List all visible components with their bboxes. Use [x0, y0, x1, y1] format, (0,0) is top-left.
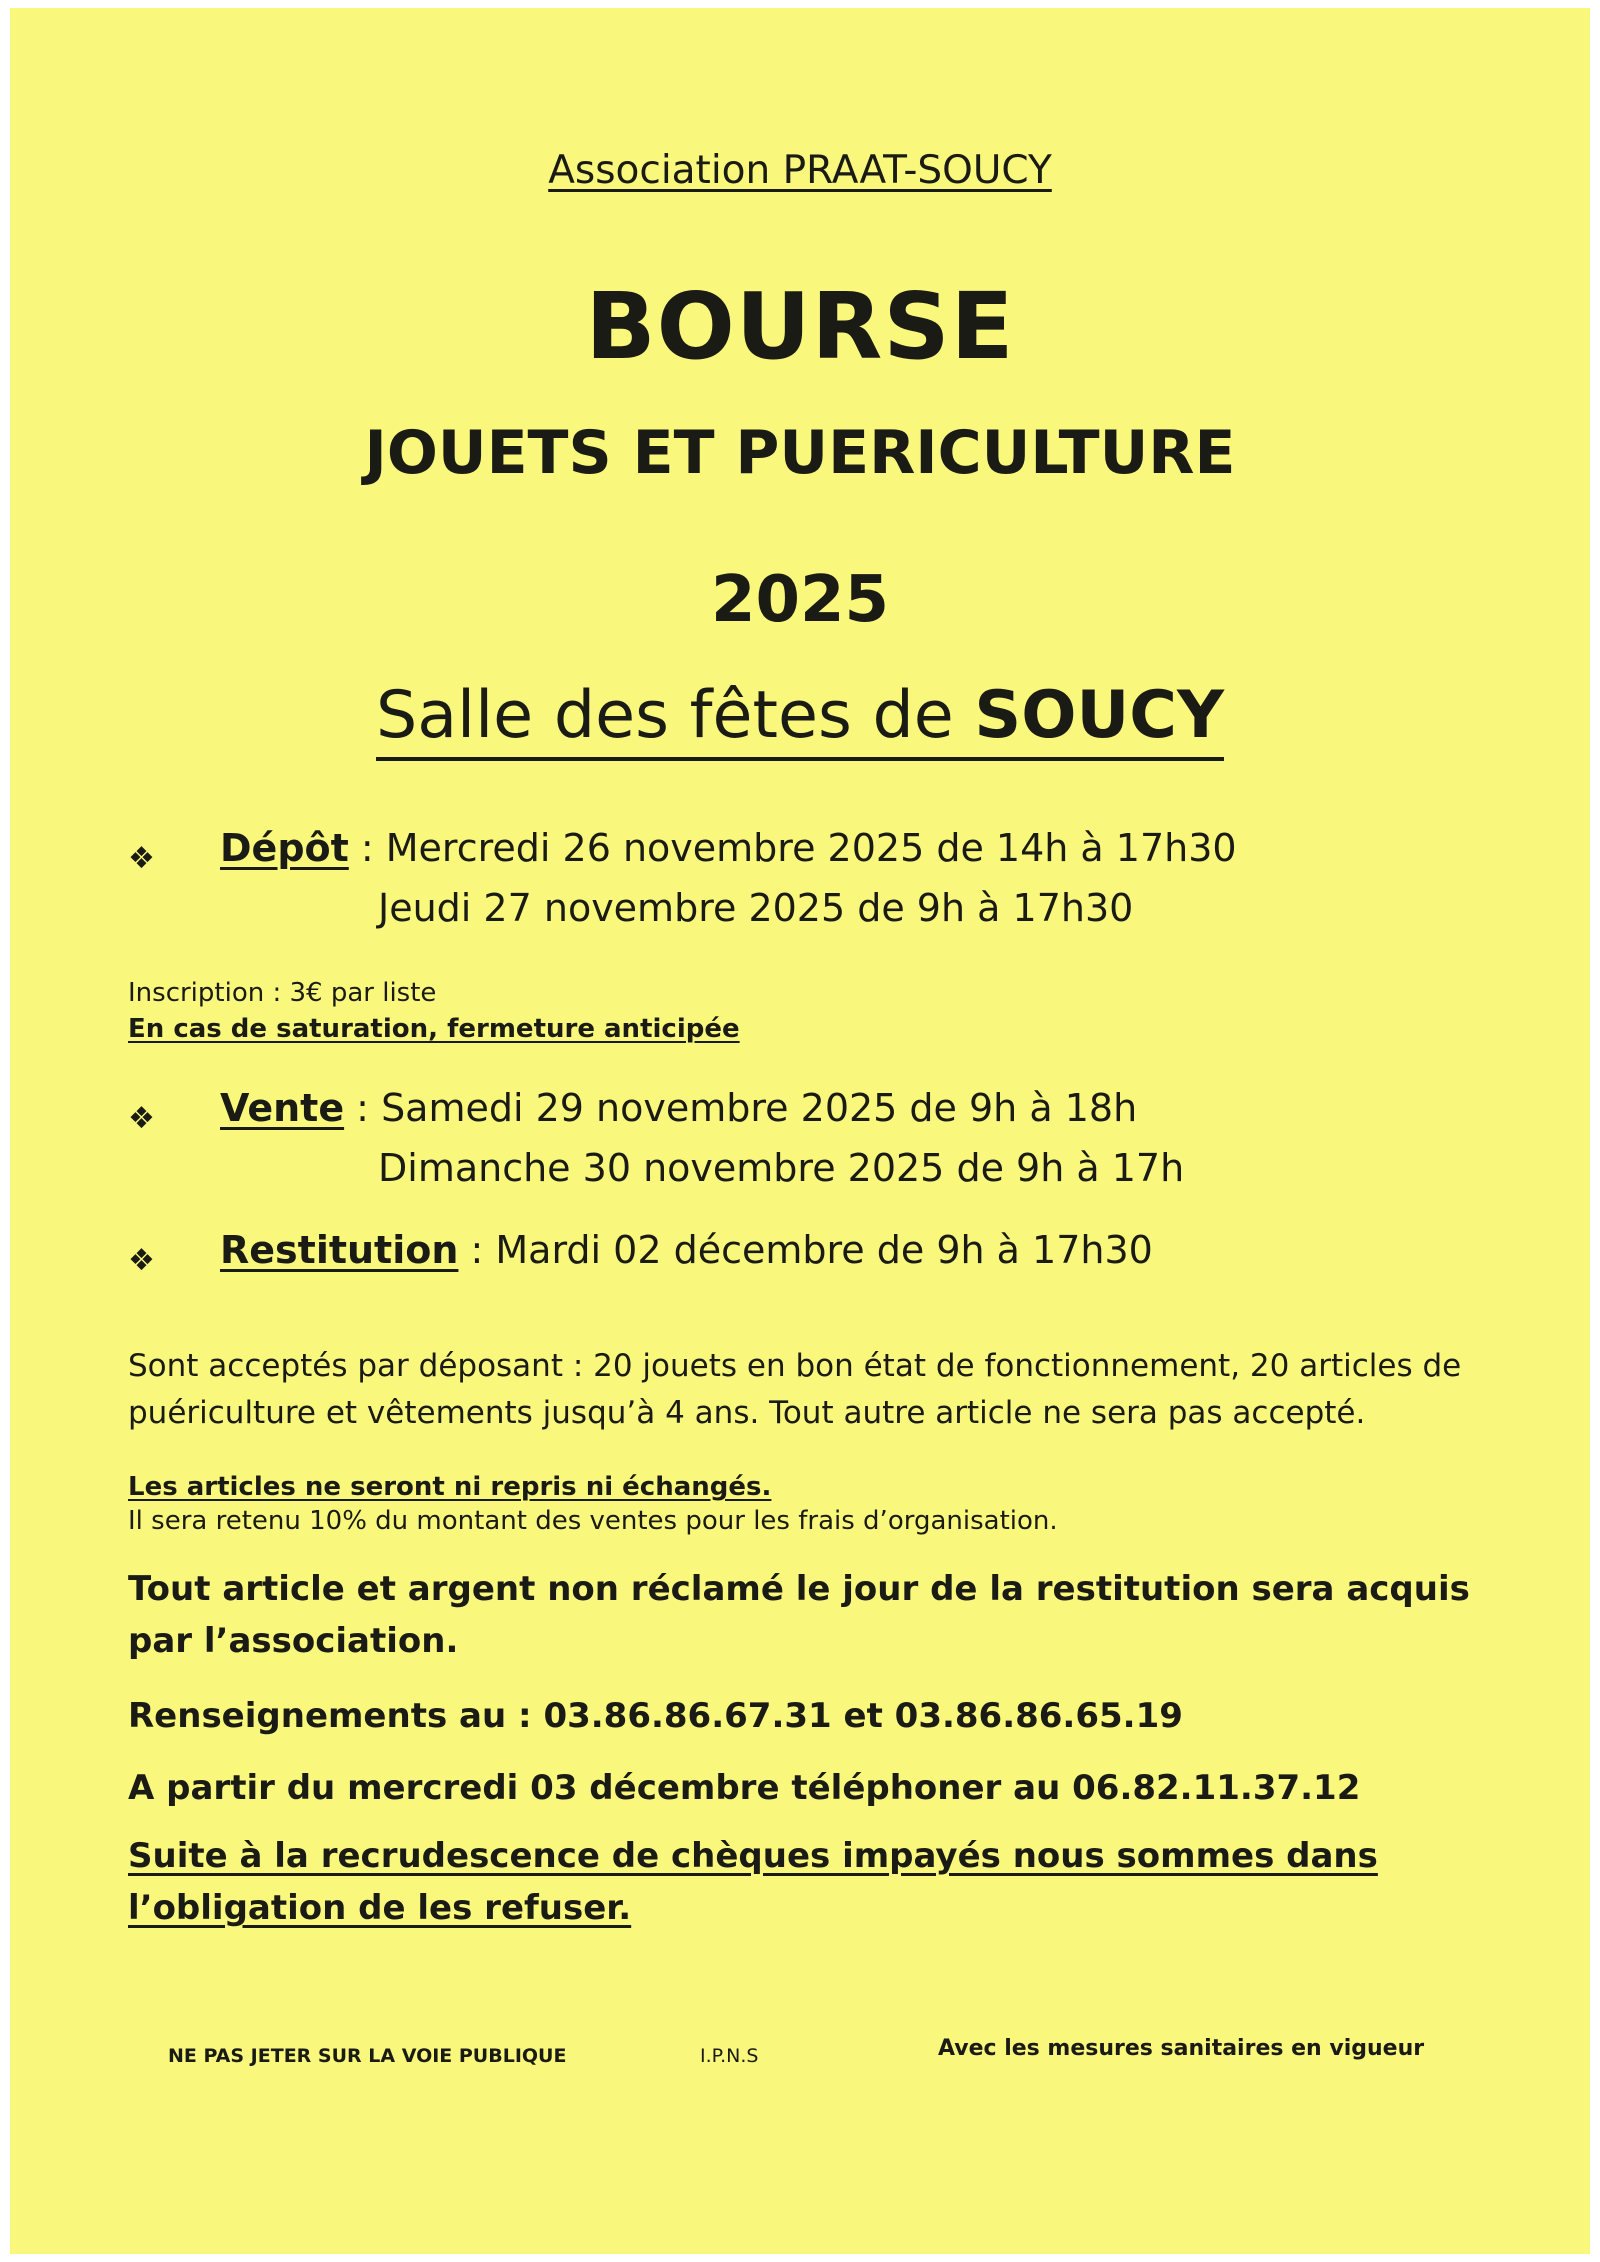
venue-prefix: Salle des fêtes de: [375, 678, 975, 753]
fee-notice: Il sera retenu 10% du montant des ventes pour les frais d’organisation.: [128, 1506, 1058, 1536]
contact-info: Renseignements au : 03.86.86.67.31 et 03.86.86.65.19: [128, 1696, 1183, 1736]
accepted-items-text: Sont acceptés par déposant : 20 jouets en bon état de fonctionnement, 20 articles de puériculture et vêtements jusqu’à 4 ans. Tout autre article ne sera pas accepté.: [128, 1348, 1462, 1431]
bullet-icon: ❖: [128, 841, 151, 876]
inscription-fee: Inscription : 3€ par liste: [128, 978, 437, 1008]
after-contact-info: A partir du mercredi 03 décembre téléphoner au 06.82.11.37.12: [128, 1768, 1361, 1808]
page-title: BOURSE: [585, 273, 1015, 380]
footer-left: NE PAS JETER SUR LA VOIE PUBLIQUE: [168, 2045, 567, 2067]
event-year: 2025: [710, 563, 890, 637]
cheques-notice: Suite à la recrudescence de chèques impayés nous sommes dans l’obligation de les refuser.: [128, 1836, 1378, 1928]
bullet-icon: ❖: [128, 1101, 151, 1136]
depot-label: Dépôt: [220, 826, 349, 870]
footer-middle: I.P.N.S: [700, 2045, 759, 2067]
depot-line-2: Jeudi 27 novembre 2025 de 9h à 17h30: [378, 886, 1134, 930]
saturation-notice: En cas de saturation, fermeture anticipée: [128, 1014, 740, 1044]
footer-right: Avec les mesures sanitaires en vigueur: [938, 2036, 1425, 2061]
vente-line-1: Vente : Samedi 29 novembre 2025 de 9h à 18h: [220, 1086, 1138, 1130]
vente-label: Vente: [220, 1086, 345, 1130]
vente-line-2: Dimanche 30 novembre 2025 de 9h à 17h: [378, 1146, 1185, 1190]
bullet-icon: ❖: [128, 1243, 151, 1278]
venue-heading: [10, 678, 1590, 753]
association-name: Association PRAAT-SOUCY: [548, 148, 1052, 193]
page-subtitle: JOUETS ET PUERICULTURE: [364, 418, 1236, 488]
flyer-sheet: [10, 8, 1590, 2254]
no-return-notice: Les articles ne seront ni repris ni échangés.: [128, 1472, 772, 1502]
unclaimed-notice: Tout article et argent non réclamé le jour de la restitution sera acquis par l’association.: [128, 1569, 1470, 1661]
venue-town: SOUCY: [974, 678, 1225, 753]
depot-line-1: Dépôt : Mercredi 26 novembre 2025 de 14h à 17h30: [220, 826, 1237, 870]
restitution-line: Restitution : Mardi 02 décembre de 9h à 17h30: [220, 1228, 1153, 1272]
restitution-label: Restitution: [220, 1228, 459, 1272]
